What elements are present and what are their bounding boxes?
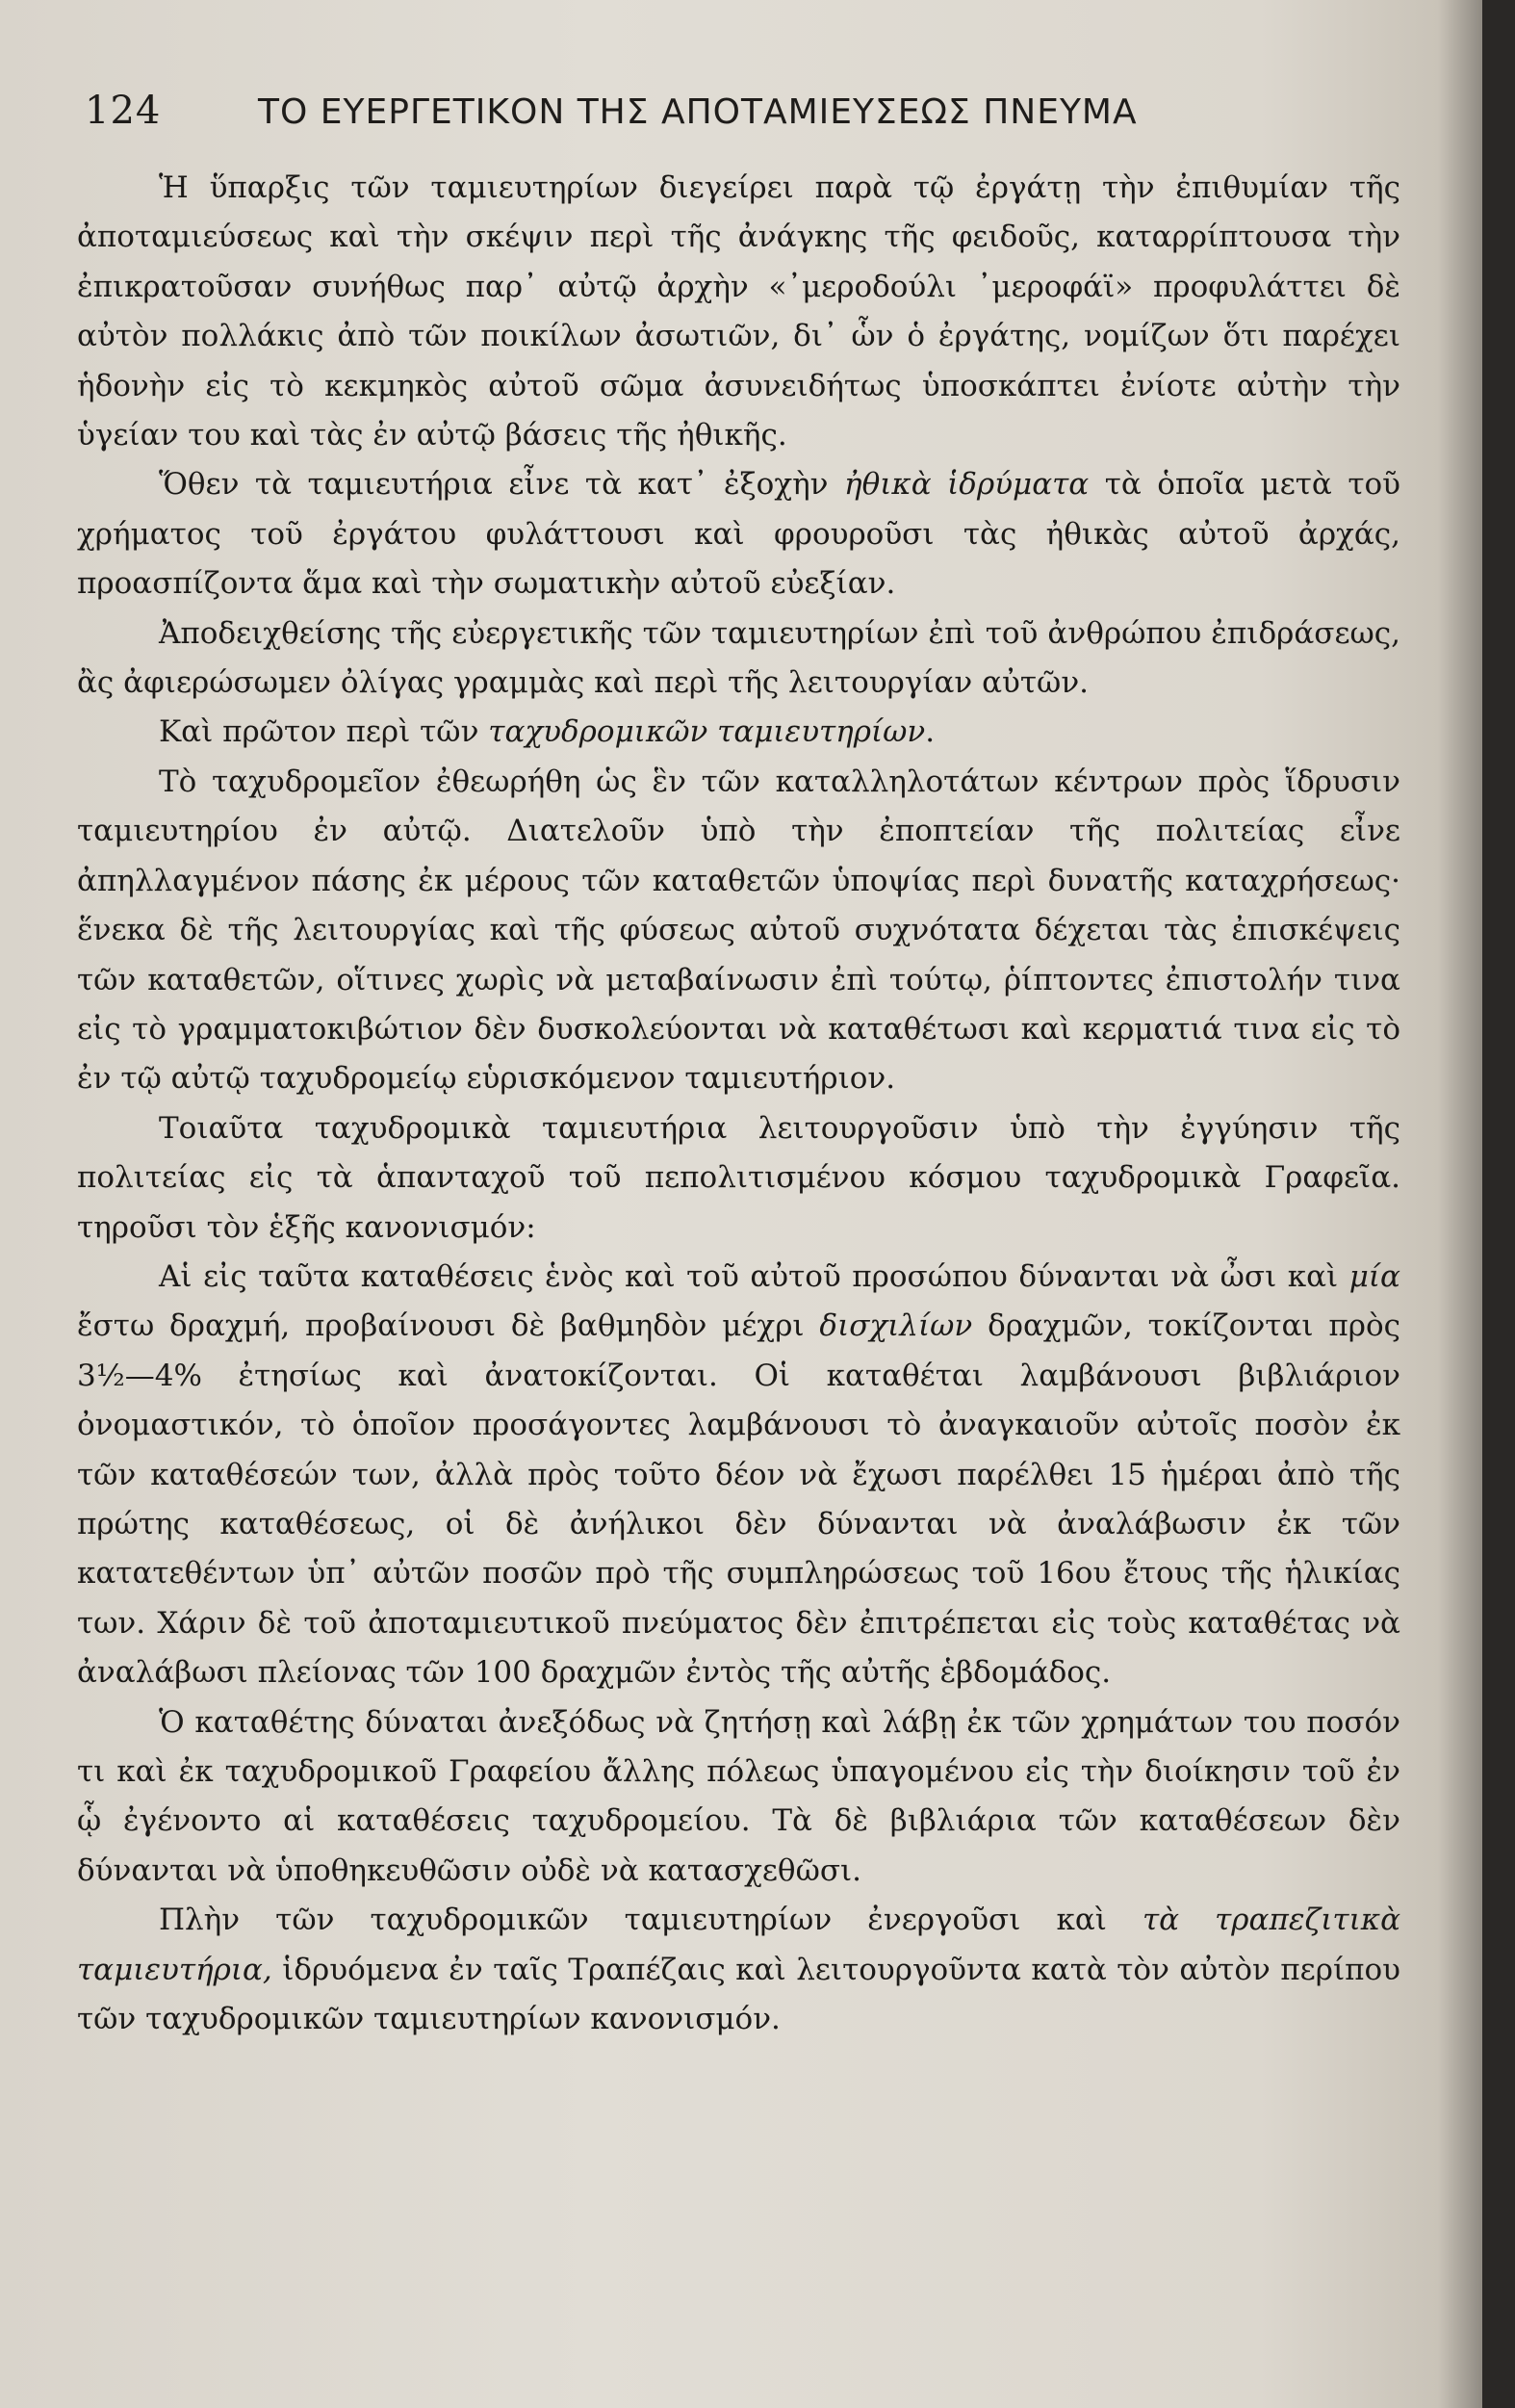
running-title: ΤΟ ΕΥΕΡΓΕΤΙΚΟΝ ΤΗΣ ΑΠΟΤΑΜΙΕΥΣΕΩΣ ΠΝΕΥΜΑ [258,92,1138,132]
paragraph: Πλὴν τῶν ταχυδρομικῶν ταμιευτηρίων ἐνεργοῦσι καὶ τὰ τραπεζιτικὰ ταμιευτήρια, ἱδρυόμενα ἐν ταῖς Τραπέζαις καὶ λειτουργοῦντα κατὰ τὸν αὐτὸν περίπου τῶν ταχυδρομικῶν ταμιευτηρίων κανονισμόν. [77,1903,1401,2037]
emphasis: ἠθικὰ ἱδρύματα [844,467,1090,503]
paragraph: Ὁ καταθέτης δύναται ἀνεξόδως νὰ ζητήσῃ καὶ λάβῃ ἐκ τῶν χρημάτων του ποσόν τι καὶ ἐκ ταχυδρομικοῦ Γραφείου ἄλλης πόλεως ὑπαγομένου εἰς τὴν διοίκησιν τοῦ ἐν ᾧ ἐγένοντο αἱ καταθέσεις ταχυδρομείου. Τὰ δὲ βιβλιάρια τῶν καταθέσεων δὲν δύνανται νὰ ὑποθηκευθῶσιν οὐδὲ νὰ κατασχεθῶσι. [77,1704,1400,1888]
paragraph: Ἡ ὕπαρξις τῶν ταμιευτηρίων διεγείρει παρὰ τῷ ἐργάτῃ τὴν ἐπιθυμίαν τῆς ἀποταμιεύσεως καὶ τὴν σκέψιν περὶ τῆς ἀνάγκης τῆς φειδοῦς, καταρρίπτουσα τὴν ἐπικρατοῦσαν συνήθως παρ᾽ αὐτῷ ἀρχὴν «᾽μεροδούλι ᾽μεροφάϊ» προφυλάττει δὲ αὐτὸν πολλάκις ἀπὸ τῶν ποικίλων ἀσωτιῶν, δι᾽ ὧν ὁ ἐργάτης, νομίζων ὅτι παρέχει ἡδονὴν εἰς τὸ κεκμηκὸς αὐτοῦ σῶμα ἀσυνειδήτως ὑποσκάπτει ἐνίοτε αὐτὴν τὴν ὑγείαν του καὶ τὰς ἐν αὐτῷ βάσεις τῆς ἠθικῆς. [77,170,1400,453]
paragraph: Τὸ ταχυδρομεῖον ἐθεωρήθη ὡς ἓν τῶν καταλληλοτάτων κέντρων πρὸς ἵδρυσιν ταμιευτηρίου ἐν αὐτῷ. Διατελοῦν ὑπὸ τὴν ἐποπτείαν τῆς πολιτείας εἶνε ἀπηλλαγμένον πάσης ἐκ μέρους τῶν καταθετῶν ὑποψίας περὶ δυνατῆς καταχρήσεως· ἕνεκα δὲ τῆς λειτουργίας καὶ τῆς φύσεως αὐτοῦ συχνότατα δέχεται τὰς ἐπισκέψεις τῶν καταθετῶν, οἵτινες χωρὶς νὰ μεταβαίνωσιν ἐπὶ τούτῳ, ῥίπτοντες ἐπιστολήν τινα εἰς τὸ γραμματοκιβώτιον δὲν δυσκολεύονται νὰ καταθέτωσι καὶ κερματιά τινα εἰς τὸ ἐν τῷ αὐτῷ ταχυδρομείῳ εὑρισκόμενον ταμιευτήριον. [77,764,1400,1097]
paragraph: Ἀποδειχθείσης τῆς εὐεργετικῆς τῶν ταμιευτηρίων ἐπὶ τοῦ ἀνθρώπου ἐπιδράσεως, ἂς ἀφιερώσωμεν ὀλίγας γραμμὰς καὶ περὶ τῆς λειτουργίαν αὐτῶν. [77,615,1400,701]
emphasis: δισχιλίων [819,1308,973,1344]
section-heading: Καὶ πρῶτον περὶ τῶν ταχυδρομικῶν ταμιευτηρίων. [159,714,936,750]
page-header [85,89,1413,146]
paragraph: Αἱ εἰς ταῦτα καταθέσεις ἑνὸς καὶ τοῦ αὐτοῦ προσώπου δύνανται νὰ ὦσι καὶ μία ἔστω δραχμή, προβαίνουσι δὲ βαθμηδὸν μέχρι δισχιλίων δραχμῶν, τοκίζονται πρὸς 3½—4% ἐτησίως καὶ ἀνατοκίζονται. Οἱ καταθέται λαμβάνουσι βιβλιάριον ὀνομαστικόν, τὸ ὁποῖον προσάγοντες λαμβάνουσι τὸ ἀναγκαιοῦν αὐτοῖς ποσὸν ἐκ τῶν καταθέσεών των, ἀλλὰ πρὸς τοῦτο δέον νὰ ἔχωσι παρέλθει 15 ἡμέραι ἀπὸ τῆς πρώτης καταθέσεως, οἱ δὲ ἀνήλικοι δὲν δύνανται νὰ ἀναλάβωσιν ἐκ τῶν κατατεθέντων ὑπ᾽ αὐτῶν ποσῶν πρὸ τῆς συμπληρώσεως τοῦ 16ου ἔτους τῆς ἡλικίας των. Χάριν δὲ τοῦ ἀποταμιευτικοῦ πνεύματος δὲν ἐπιτρέπεται εἰς τοὺς καταθέτας νὰ ἀναλάβωσι πλείονας τῶν 100 δραχμῶν ἐντὸς τῆς αὐτῆς ἑβδομάδος. [77,1258,1400,1691]
emphasis: μία [1348,1258,1400,1294]
page-number: 124 [85,89,162,133]
emphasis: τὰ τραπεζιτικὰ ταμιευτήρια, [77,1903,1401,1987]
paragraph: Τοιαῦτα ταχυδρομικὰ ταμιευτήρια λειτουργοῦσιν ὑπὸ τὴν ἐγγύησιν τῆς πολιτείας εἰς τὰ ἁπανταχοῦ τοῦ πεπολιτισμένου κόσμου ταχυδρομικὰ Γραφεῖα. τηροῦσι τὸν ἑξῆς κανονισμόν: [77,1110,1400,1245]
body-text [77,164,1400,2044]
paragraph: Ὅθεν τὰ ταμιευτήρια εἶνε τὰ κατ᾽ ἐξοχὴν ἠθικὰ ἱδρύματα τὰ ὁποῖα μετὰ τοῦ χρήματος τοῦ ἐργάτου φυλάττουσι καὶ φρουροῦσι τὰς ἠθικὰς αὐτοῦ ἀρχάς, προασπίζοντα ἅμα καὶ τὴν σωματικὴν αὐτοῦ εὐεξίαν. [77,467,1400,602]
emphasis: ταχυδρομικῶν ταμιευτηρίων [488,714,926,750]
